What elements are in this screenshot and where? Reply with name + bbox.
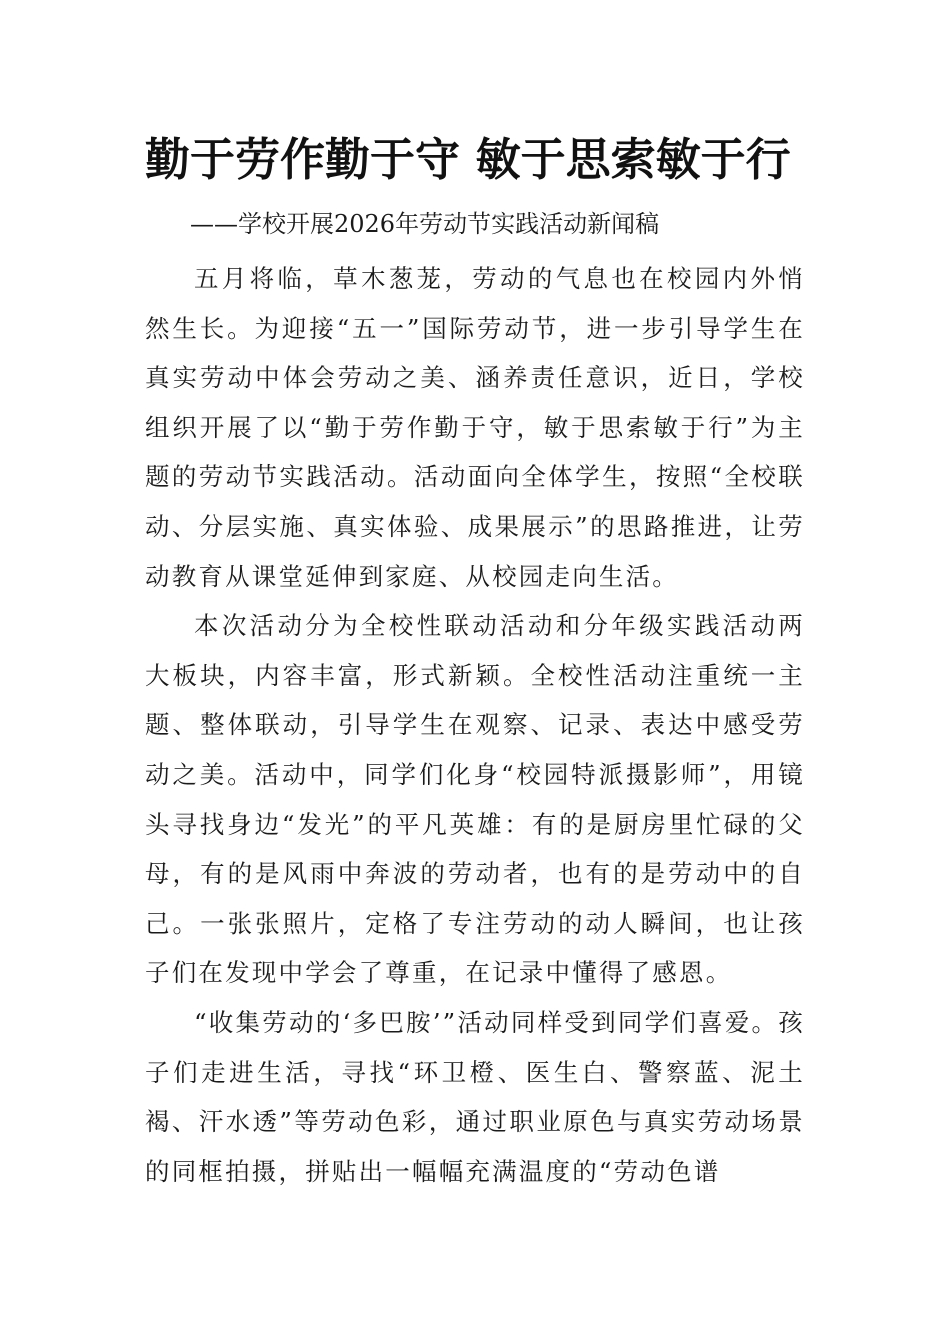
document-body: [145, 254, 805, 1196]
paragraph: 五月将临，草木葱茏，劳动的气息也在校园内外悄然生长。为迎接“五一”国际劳动节，进一步引导学生在真实劳动中体会劳动之美、涵养责任意识，近日，学校组织开展了以“勤于劳作勤于守，敏于思索敏于行”为主题的劳动节实践活动。活动面向全体学生，按照“全校联动、分层实施、真实体验、成果展示”的思路推进，让劳动教育从课堂延伸到家庭、从校园走向生活。: [145, 264, 805, 591]
document-subtitle: ——学校开展2026年劳动节实践活动新闻稿: [190, 210, 660, 238]
document-title: 勤于劳作勤于守 敏于思索敏于行: [145, 133, 791, 186]
paragraph: “收集劳动的‘多巴胺’”活动同样受到同学们喜爱。孩子们走进生活，寻找“环卫橙、医生白、警察蓝、泥土褐、汗水透”等劳动色彩，通过职业原色与真实劳动场景的同框拍摄，拼贴出一幅幅充满温度的“劳动色谱: [145, 1007, 805, 1186]
paragraph: 本次活动分为全校性联动活动和分年级实践活动两大板块，内容丰富，形式新颖。全校性活动注重统一主题、整体联动，引导学生在观察、记录、表达中感受劳动之美。活动中，同学们化身“校园特派摄影师”，用镜头寻找身边“发光”的平凡英雄：有的是厨房里忙碌的父母，有的是风雨中奔波的劳动者，也有的是劳动中的自己。一张张照片，定格了专注劳动的动人瞬间，也让孩子们在发现中学会了尊重，在记录中懂得了感恩。: [145, 611, 805, 988]
